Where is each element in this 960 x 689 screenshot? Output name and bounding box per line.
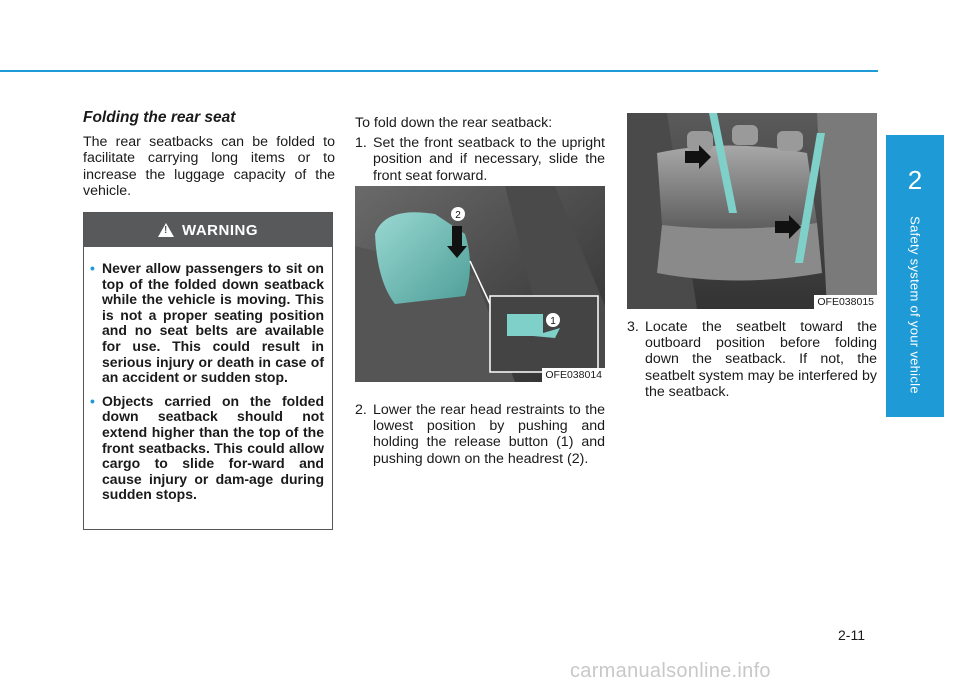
section-heading: Folding the rear seat xyxy=(83,109,236,126)
figure-caption: OFE038015 xyxy=(814,295,877,309)
column-right xyxy=(627,315,877,400)
header-rule xyxy=(0,70,878,72)
step-1 xyxy=(355,135,605,184)
column-middle xyxy=(355,115,605,184)
warning-list xyxy=(84,247,332,503)
procedure-lead: To fold down the rear seatback: xyxy=(355,115,553,131)
callout-2-label: 2 xyxy=(455,210,461,221)
figure-head-restraint xyxy=(355,186,605,382)
warning-label: WARNING xyxy=(182,221,258,239)
warning-item-text: Objects carried on the folded down seatback should not extend higher than the top of the front seatbacks. This could allow cargo to slide for-ward and cause injury or dam-age during sudden stops. xyxy=(102,392,324,503)
warning-item xyxy=(90,261,324,386)
rear-seat-illustration xyxy=(627,113,877,309)
bullet-icon: • xyxy=(90,392,95,409)
step-number: 1. xyxy=(355,135,367,152)
chapter-tab xyxy=(886,135,944,417)
step-text: Set the front seatback to the upright position and if necessary, slide the front seat forward. xyxy=(373,135,605,184)
page-number: 2-11 xyxy=(838,627,865,643)
figure-rear-seat xyxy=(627,113,877,309)
step-number: 3. xyxy=(627,319,639,335)
warning-icon xyxy=(158,223,174,237)
step-number: 2. xyxy=(355,402,367,418)
head-restraint-illustration xyxy=(355,186,605,382)
warning-header xyxy=(84,213,332,247)
warning-item xyxy=(90,394,324,503)
figure-caption: OFE038014 xyxy=(542,368,605,382)
chapter-number: 2 xyxy=(907,165,923,195)
warning-box xyxy=(83,212,333,530)
step-text: Locate the seatbelt toward the outboard position before folding down the seatback. If not, the seatbelt system may be interfered by the seatback. xyxy=(645,319,877,400)
step-text: Lower the rear head restraints to the lowest position by pushing and holding the release button (1) and pushing down on the headrest (2). xyxy=(373,402,605,467)
watermark: carmanualsonline.info xyxy=(570,660,771,682)
warning-item-text: Never allow passengers to sit on top of the folded down seatback while the vehicle is moving. This is not a proper seating position and no seat belts are available for use. This could result in serious injury or death in case of an accident or sudden stop. xyxy=(102,260,324,386)
step-3 xyxy=(627,319,877,400)
column-middle-lower xyxy=(355,398,605,467)
section-intro: The rear seatbacks can be folded to facilitate carrying long items or to increase the luggage capacity of the vehicle. xyxy=(83,134,335,199)
column-left xyxy=(83,110,335,199)
step-2 xyxy=(355,402,605,467)
bullet-icon: • xyxy=(90,260,95,276)
chapter-title: Safety system of your vehicle xyxy=(907,216,923,394)
callout-1-label: 1 xyxy=(550,316,556,327)
